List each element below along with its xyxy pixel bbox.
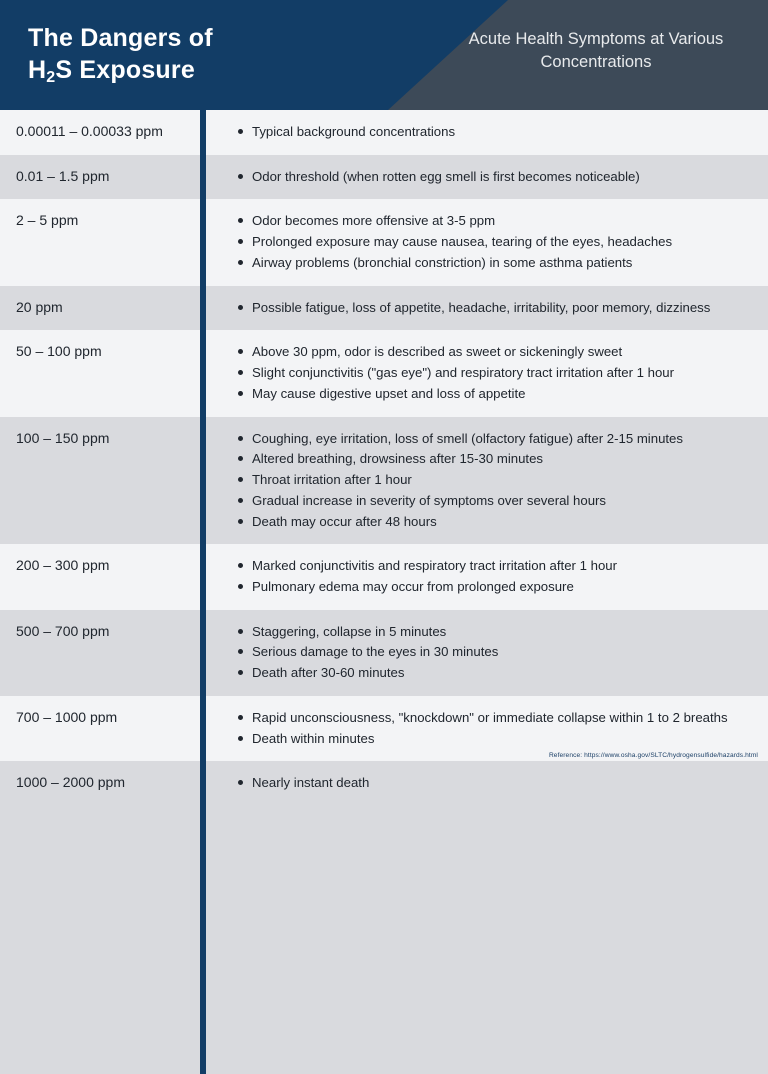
concentration-cell: 200 – 300 ppm xyxy=(0,544,200,609)
page-subtitle: Acute Health Symptoms at Various Concentrations xyxy=(468,30,724,72)
table-row xyxy=(0,417,768,545)
page-title-formula-post: S Exposure xyxy=(55,56,195,84)
filler-left xyxy=(0,806,200,1074)
symptom-item: Odor threshold (when rotten egg smell is first becomes noticeable) xyxy=(252,168,752,187)
concentration-cell: 2 – 5 ppm xyxy=(0,199,200,285)
table-row xyxy=(0,610,768,696)
concentration-symptoms-table xyxy=(0,110,768,1074)
symptoms-cell xyxy=(206,155,768,200)
symptom-item: Typical background concentrations xyxy=(252,123,752,142)
symptom-item: Slight conjunctivitis ("gas eye") and respiratory tract irritation after 1 hour xyxy=(252,364,752,383)
table-bottom-filler xyxy=(0,806,768,1074)
table-row xyxy=(0,199,768,285)
concentration-cell: 0.01 – 1.5 ppm xyxy=(0,155,200,200)
symptoms-list xyxy=(206,557,752,596)
symptoms-list xyxy=(206,430,752,532)
symptoms-list xyxy=(206,212,752,272)
concentration-cell: 700 – 1000 ppm xyxy=(0,696,200,761)
page-title xyxy=(28,22,213,86)
page-title-formula-pre: H xyxy=(28,56,47,84)
symptoms-cell xyxy=(206,417,768,545)
symptom-item: Staggering, collapse in 5 minutes xyxy=(252,623,752,642)
symptom-item: Rapid unconsciousness, "knockdown" or immediate collapse within 1 to 2 breaths xyxy=(252,709,752,728)
page-title-line-2 xyxy=(28,54,213,86)
symptoms-cell xyxy=(206,286,768,331)
symptoms-list xyxy=(206,123,752,142)
symptoms-cell xyxy=(206,761,768,806)
page-title-formula-subscript: 2 xyxy=(46,69,56,86)
table-row xyxy=(0,155,768,200)
symptom-item: Airway problems (bronchial constriction) in some asthma patients xyxy=(252,254,752,273)
symptom-item: Death after 30-60 minutes xyxy=(252,664,752,683)
symptom-item: May cause digestive upset and loss of appetite xyxy=(252,385,752,404)
page-title-line-1: The Dangers of xyxy=(28,24,213,52)
concentration-cell: 100 – 150 ppm xyxy=(0,417,200,545)
filler-right xyxy=(206,806,768,1074)
symptom-item: Death within minutes xyxy=(252,730,752,749)
symptoms-cell xyxy=(206,544,768,609)
table-row xyxy=(0,544,768,609)
symptom-item: Serious damage to the eyes in 30 minutes xyxy=(252,643,752,662)
symptoms-list xyxy=(206,774,752,793)
symptoms-cell xyxy=(206,610,768,696)
concentration-cell: 50 – 100 ppm xyxy=(0,330,200,416)
table-row xyxy=(0,286,768,331)
table-row xyxy=(0,330,768,416)
symptom-item: Death may occur after 48 hours xyxy=(252,513,752,532)
symptoms-list xyxy=(206,343,752,403)
symptom-item: Nearly instant death xyxy=(252,774,752,793)
source-reference: Reference: https://www.osha.gov/SLTC/hydrogensulfide/hazards.html xyxy=(548,752,758,759)
symptoms-list xyxy=(206,623,752,683)
concentration-cell: 0.00011 – 0.00033 ppm xyxy=(0,110,200,155)
table-row xyxy=(0,110,768,155)
symptom-item: Coughing, eye irritation, loss of smell (olfactory fatigue) after 2-15 minutes xyxy=(252,430,752,449)
table-row xyxy=(0,761,768,806)
symptoms-list xyxy=(206,299,752,318)
symptom-item: Odor becomes more offensive at 3-5 ppm xyxy=(252,212,752,231)
concentration-cell: 20 ppm xyxy=(0,286,200,331)
symptom-item: Pulmonary edema may occur from prolonged exposure xyxy=(252,578,752,597)
symptoms-cell xyxy=(206,199,768,285)
symptom-item: Throat irritation after 1 hour xyxy=(252,471,752,490)
symptom-item: Gradual increase in severity of symptoms over several hours xyxy=(252,492,752,511)
concentration-cell: 500 – 700 ppm xyxy=(0,610,200,696)
symptom-item: Altered breathing, drowsiness after 15-30 minutes xyxy=(252,450,752,469)
symptoms-cell xyxy=(206,330,768,416)
symptoms-list xyxy=(206,709,752,748)
symptom-item: Marked conjunctivitis and respiratory tract irritation after 1 hour xyxy=(252,557,752,576)
page-header xyxy=(0,0,768,110)
symptom-item: Above 30 ppm, odor is described as sweet or sickeningly sweet xyxy=(252,343,752,362)
symptoms-list xyxy=(206,168,752,187)
symptom-item: Prolonged exposure may cause nausea, tearing of the eyes, headaches xyxy=(252,233,752,252)
concentration-cell: 1000 – 2000 ppm xyxy=(0,761,200,806)
symptom-item: Possible fatigue, loss of appetite, headache, irritability, poor memory, dizziness xyxy=(252,299,752,318)
symptoms-cell xyxy=(206,110,768,155)
